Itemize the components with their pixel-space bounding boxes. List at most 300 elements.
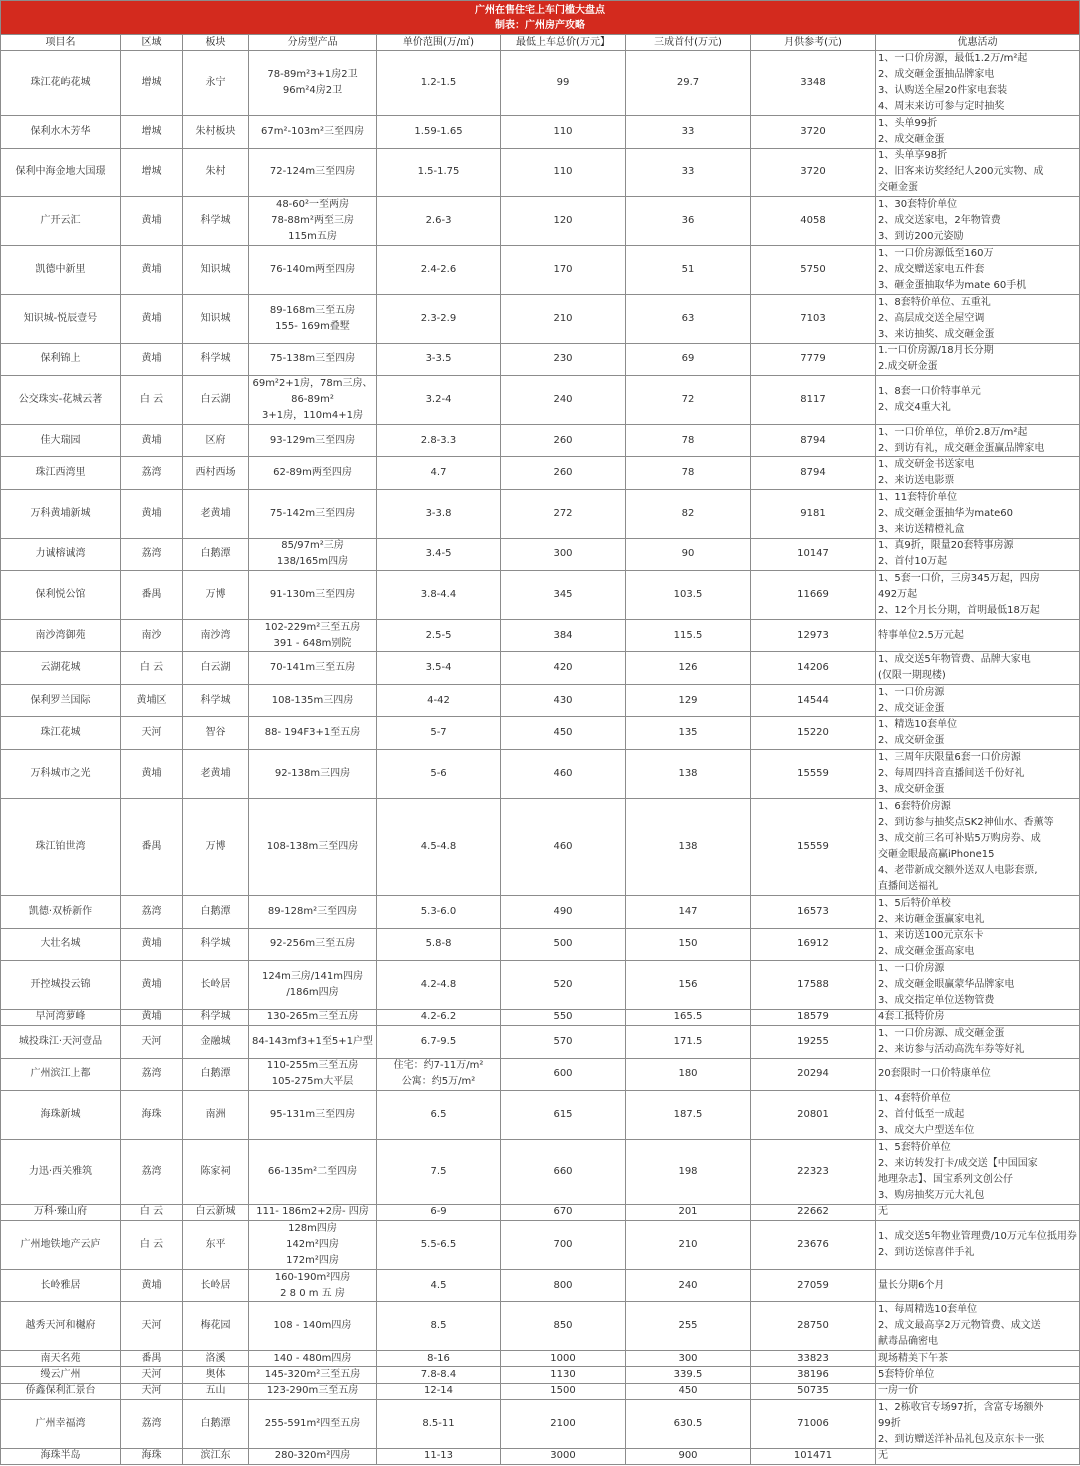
unit-types-text: 88- 194F3+1至五房 [264, 727, 361, 738]
min-total-price-text: 450 [553, 727, 573, 738]
unit-types-text: 48-60²一至两房 [275, 199, 350, 211]
promotion-text: 特事单位2.5万元起 [878, 629, 964, 641]
unit-price-text: 6.7-9.5 [420, 1035, 457, 1047]
project-name-cell [1, 1140, 121, 1204]
unit-types-cell [249, 1010, 377, 1025]
block-text: 永宁 [205, 77, 226, 88]
min-total-price-text: 570 [553, 1035, 573, 1047]
monthly-payment-text: 20294 [797, 1068, 829, 1080]
down-payment-cell [626, 116, 751, 148]
unit-types-text: 108-135m三四房 [271, 694, 354, 706]
min-total-price-cell [501, 652, 626, 684]
project-name-text: 力迅·西关雅筑 [28, 1165, 93, 1177]
down-payment-cell [626, 295, 751, 343]
monthly-payment-text: 23676 [797, 1238, 829, 1250]
promotion-text: 1、5套特价单位 [878, 1141, 951, 1153]
unit-types-text: 76-140m两至四房 [269, 263, 356, 275]
block-cell [183, 490, 249, 538]
table-row [1, 620, 1080, 653]
project-name-cell [1, 116, 121, 148]
min-total-price-text: 300 [553, 548, 573, 560]
monthly-payment-text: 5750 [800, 263, 826, 275]
unit-types-text: 255-591m²四至五房 [264, 1417, 361, 1429]
district-text: 增城 [141, 77, 162, 88]
min-total-price-text: 660 [553, 1165, 573, 1177]
table-row [1, 376, 1080, 425]
min-total-price-cell [501, 197, 626, 245]
unit-price-text: 3-3.8 [425, 507, 452, 519]
district-text: 黄埔 [141, 938, 162, 950]
project-name-text: 广州滨江上都 [30, 1068, 91, 1080]
block-cell [183, 376, 249, 424]
block-text: 长岭居 [200, 1279, 231, 1291]
block-cell [183, 799, 249, 896]
unit-types-cell [249, 1270, 377, 1302]
unit-price-cell [377, 717, 501, 749]
unit-types-cell [249, 1205, 377, 1220]
column-header-down-payment: 三成首付(万元) [626, 35, 751, 50]
down-payment-text: 900 [678, 1450, 698, 1462]
block-cell [183, 1270, 249, 1302]
district-cell [121, 1010, 183, 1025]
unit-types-cell [249, 116, 377, 148]
min-total-price-text: 420 [553, 662, 573, 673]
monthly-payment-text: 50735 [797, 1385, 829, 1397]
unit-price-cell [377, 149, 501, 197]
promotion-text: 1.一口价房源/18月长分期 [878, 345, 994, 357]
table-row [1, 1351, 1080, 1367]
unit-types-text: 72-124m三至四房 [269, 166, 356, 178]
monthly-payment-text: 8794 [800, 434, 826, 446]
promotion-text: 2、成交证金蛋 [878, 702, 945, 714]
min-total-price-cell [501, 717, 626, 749]
unit-price-text: 1.2-1.5 [420, 77, 457, 88]
promotion-text: (仅限一期现楼) [878, 670, 946, 681]
column-header-block: 板块 [183, 35, 249, 50]
down-payment-cell [626, 1270, 751, 1302]
block-cell [183, 717, 249, 749]
district-text: 白 云 [139, 1206, 164, 1218]
monthly-payment-text: 22323 [797, 1165, 829, 1177]
down-payment-cell [626, 246, 751, 294]
project-name-cell [1, 571, 121, 619]
monthly-payment-text: 4058 [800, 215, 826, 227]
project-name-text: 开控城投云锦 [30, 978, 91, 990]
unit-types-text: 75-142m三至四房 [269, 507, 356, 519]
unit-price-cell [377, 1205, 501, 1220]
block-text: 白鹅潭 [200, 905, 231, 917]
table-row [1, 1400, 1080, 1449]
monthly-payment-text: 14206 [797, 662, 829, 673]
unit-price-cell [377, 539, 501, 571]
unit-price-text: 1.5-1.75 [417, 166, 460, 178]
promotion-text: 1、30套特价单位 [878, 199, 958, 211]
unit-types-text: 89-168m三至五房 [269, 304, 356, 316]
min-total-price-cell [501, 1302, 626, 1350]
project-name-cell [1, 1351, 121, 1366]
district-text: 黄埔 [141, 767, 162, 779]
promotion-cell [876, 717, 1080, 749]
unit-types-text: /186m四房 [286, 986, 339, 998]
min-total-price-text: 430 [553, 694, 573, 706]
table-row [1, 539, 1080, 572]
project-name-text: 保利水木芳华 [30, 125, 91, 137]
min-total-price-cell [501, 344, 626, 376]
district-text: 荔湾 [141, 905, 162, 917]
promotion-text: 2、12个月长分期，首明最低18万起 [878, 604, 1040, 616]
monthly-payment-text: 3720 [800, 125, 826, 137]
table-row [1, 717, 1080, 750]
promotion-text: 1、8套特价单位、五重礼 [878, 296, 991, 308]
block-cell [183, 1091, 249, 1139]
unit-types-cell [249, 425, 377, 457]
down-payment-text: 187.5 [673, 1108, 703, 1120]
district-cell [121, 425, 183, 457]
promotion-text: 1、头单99折 [878, 117, 938, 129]
block-cell [183, 1367, 249, 1382]
monthly-payment-text: 16573 [797, 905, 829, 917]
promotion-text: 1、每周精选10套单位 [878, 1304, 978, 1316]
monthly-payment-cell [751, 961, 876, 1009]
down-payment-cell [626, 425, 751, 457]
unit-types-text: 89-128m²三至四房 [267, 905, 358, 917]
block-cell [183, 620, 249, 652]
down-payment-text: 150 [678, 938, 698, 950]
project-name-text: 万科城市之光 [30, 767, 91, 779]
min-total-price-cell [501, 750, 626, 798]
promotion-cell [876, 571, 1080, 619]
unit-price-text: 4.7 [430, 467, 447, 478]
block-cell [183, 1059, 249, 1091]
min-total-price-text: 460 [553, 767, 573, 779]
project-name-cell [1, 490, 121, 538]
project-name-text: 保利悦公馆 [35, 588, 86, 600]
min-total-price-text: 260 [553, 434, 573, 446]
unit-types-text: 280-320m²四房 [274, 1450, 351, 1462]
monthly-payment-cell [751, 1384, 876, 1399]
project-name-cell [1, 457, 121, 489]
district-cell [121, 116, 183, 148]
promotion-cell [876, 929, 1080, 961]
title-banner [1, 1, 1080, 35]
table-row [1, 425, 1080, 458]
monthly-payment-text: 19255 [797, 1035, 829, 1047]
column-header-promotion: 优惠活动 [876, 35, 1080, 50]
unit-types-text: 96m²4房2卫 [282, 85, 343, 96]
down-payment-text: 33 [681, 125, 695, 137]
unit-types-cell [249, 1091, 377, 1139]
promotion-cell [876, 1091, 1080, 1139]
project-name-cell [1, 717, 121, 749]
block-text: 金融城 [200, 1035, 231, 1047]
promotion-text: 地理杂志】、国宝系列文创公仔 [878, 1173, 1013, 1185]
promotion-text: 一房一价 [878, 1385, 918, 1397]
unit-price-cell [377, 750, 501, 798]
down-payment-text: 90 [681, 548, 695, 560]
block-text: 西村西场 [195, 467, 236, 478]
promotion-text: 1、11套特价单位 [878, 491, 958, 503]
block-text: 老黄埔 [200, 507, 231, 519]
min-total-price-text: 345 [553, 588, 573, 600]
min-total-price-text: 500 [553, 938, 573, 950]
down-payment-text: 210 [678, 1238, 698, 1250]
promotion-cell [876, 425, 1080, 457]
block-text: 白鹅潭 [200, 1068, 231, 1080]
table-row [1, 799, 1080, 897]
promotion-text: 2、成交砸金蛋抽品牌家电 [878, 69, 995, 80]
promotion-text: 2、成交砸金蛋高家电 [878, 946, 975, 958]
unit-types-text: 391 - 648m别院 [273, 637, 352, 649]
district-text: 番禺 [141, 1352, 162, 1364]
monthly-payment-text: 38196 [797, 1368, 829, 1380]
unit-types-cell [249, 620, 377, 652]
project-name-text: 城投珠江·天河壹品 [18, 1035, 103, 1047]
down-payment-text: 180 [678, 1068, 698, 1080]
project-name-cell [1, 896, 121, 928]
unit-price-text: 7.5 [430, 1165, 447, 1177]
down-payment-cell [626, 490, 751, 538]
project-name-cell [1, 1384, 121, 1399]
block-cell [183, 652, 249, 684]
block-text: 东平 [205, 1238, 226, 1250]
promotion-text: 1、一口价房源 [878, 962, 945, 974]
district-cell [121, 295, 183, 343]
block-cell [183, 197, 249, 245]
table-row [1, 51, 1080, 116]
monthly-payment-cell [751, 1270, 876, 1302]
promotion-text: 1、8套一口价特事单元 [878, 385, 981, 397]
project-name-text: 越秀天河和樾府 [25, 1320, 96, 1332]
project-name-cell [1, 1270, 121, 1302]
district-cell [121, 344, 183, 376]
project-name-cell [1, 344, 121, 376]
district-cell [121, 929, 183, 961]
down-payment-cell [626, 539, 751, 571]
promotion-text: 1、6套特价房源 [878, 800, 951, 812]
district-cell [121, 1302, 183, 1350]
min-total-price-cell [501, 571, 626, 619]
down-payment-text: 240 [678, 1279, 698, 1291]
min-total-price-text: 384 [553, 629, 573, 641]
promotion-text: 2、首付低至一成起 [878, 1108, 965, 1120]
promotion-text: 2、来访转发打卡/成交送【中国国家 [878, 1157, 1038, 1169]
table-row [1, 1205, 1080, 1221]
table-row [1, 457, 1080, 490]
unit-price-cell [377, 51, 501, 115]
project-name-cell [1, 149, 121, 197]
unit-types-text: 86-89m² [291, 393, 334, 405]
block-text: 陈家祠 [200, 1165, 231, 1177]
project-name-cell [1, 1010, 121, 1025]
district-text: 黄埔 [141, 312, 162, 324]
monthly-payment-text: 22662 [797, 1206, 829, 1218]
unit-types-cell [249, 652, 377, 684]
monthly-payment-cell [751, 457, 876, 489]
unit-types-cell [249, 961, 377, 1009]
unit-price-cell [377, 620, 501, 652]
table-row [1, 1059, 1080, 1092]
monthly-payment-cell [751, 799, 876, 896]
block-cell [183, 1351, 249, 1366]
unit-types-cell [249, 1059, 377, 1091]
monthly-payment-text: 20801 [797, 1108, 829, 1120]
unit-price-cell [377, 376, 501, 424]
district-text: 天河 [141, 727, 162, 738]
unit-price-cell [377, 652, 501, 684]
district-cell [121, 961, 183, 1009]
unit-types-text: 75-138m三至四房 [269, 353, 356, 365]
unit-price-cell [377, 961, 501, 1009]
unit-price-cell [377, 896, 501, 928]
min-total-price-text: 850 [553, 1320, 573, 1332]
unit-types-text: 91-130m三至四房 [269, 588, 356, 600]
min-total-price-cell [501, 929, 626, 961]
block-text: 五山 [205, 1385, 226, 1397]
column-header-unit-price: 单价范围(万/㎡) [377, 35, 501, 50]
block-cell [183, 929, 249, 961]
unit-types-cell [249, 1351, 377, 1366]
monthly-payment-cell [751, 685, 876, 717]
unit-price-text: 6-9 [430, 1206, 447, 1218]
monthly-payment-text: 71006 [797, 1417, 829, 1429]
project-name-text: 珠江花城 [40, 727, 81, 738]
promotion-cell [876, 1059, 1080, 1091]
down-payment-cell [626, 717, 751, 749]
min-total-price-text: 170 [553, 263, 573, 275]
table-row [1, 246, 1080, 295]
monthly-payment-text: 7103 [800, 312, 826, 324]
district-cell [121, 457, 183, 489]
promotion-text: 现场精美下午茶 [878, 1352, 948, 1364]
unit-types-text: 172m²四房 [286, 1254, 339, 1266]
block-cell [183, 425, 249, 457]
table-row [1, 1270, 1080, 1303]
promotion-text: 直播间送福礼 [878, 880, 938, 892]
down-payment-cell [626, 51, 751, 115]
unit-price-cell [377, 116, 501, 148]
table-row [1, 149, 1080, 198]
table-row [1, 1367, 1080, 1383]
down-payment-cell [626, 376, 751, 424]
project-name-cell [1, 685, 121, 717]
district-text: 黄埔 [141, 434, 162, 446]
unit-types-text: 84-143mf3+1至5+1户型 [252, 1035, 373, 1047]
block-text: 朱村板块 [195, 125, 236, 137]
promotion-cell [876, 1270, 1080, 1302]
promotion-text: 4、周末来访可参与定时抽奖 [878, 101, 1005, 112]
promotion-cell [876, 376, 1080, 424]
district-text: 荔湾 [141, 548, 162, 560]
down-payment-cell [626, 1384, 751, 1399]
unit-types-cell [249, 896, 377, 928]
block-text: 南洲 [205, 1108, 226, 1120]
down-payment-cell [626, 457, 751, 489]
table-row [1, 1384, 1080, 1400]
unit-types-text: 142m²四房 [286, 1238, 339, 1250]
min-total-price-cell [501, 896, 626, 928]
promotion-cell [876, 799, 1080, 896]
district-text: 白 云 [139, 393, 164, 405]
project-name-text: 侨鑫保利汇景台 [25, 1385, 96, 1397]
unit-price-text: 8-16 [427, 1352, 450, 1364]
down-payment-cell [626, 929, 751, 961]
min-total-price-text: 1000 [550, 1352, 576, 1364]
monthly-payment-cell [751, 51, 876, 115]
table-row [1, 1221, 1080, 1270]
district-cell [121, 1270, 183, 1302]
project-name-cell [1, 376, 121, 424]
promotion-text: 1、一口价房源、成交砸金蛋 [878, 1027, 1005, 1039]
table-row [1, 1449, 1080, 1465]
min-total-price-cell [501, 961, 626, 1009]
down-payment-text: 630.5 [673, 1417, 703, 1429]
unit-types-cell [249, 685, 377, 717]
promotion-text: 2、成交研金蛋 [878, 735, 945, 746]
district-text: 荔湾 [141, 1417, 162, 1429]
table-row [1, 652, 1080, 685]
down-payment-cell [626, 961, 751, 1009]
promotion-cell [876, 1221, 1080, 1269]
down-payment-text: 450 [678, 1385, 698, 1397]
min-total-price-text: 260 [553, 467, 573, 478]
promotion-text: 量长分期6个月 [878, 1279, 945, 1291]
promotion-text: 4、老带新成交额外送双人电影套票, [878, 864, 1038, 876]
monthly-payment-text: 33823 [797, 1352, 829, 1364]
promotion-cell [876, 295, 1080, 343]
block-cell [183, 750, 249, 798]
project-name-cell [1, 51, 121, 115]
block-text: 知识城 [200, 312, 231, 324]
min-total-price-cell [501, 1010, 626, 1025]
block-text: 科学城 [200, 353, 231, 365]
unit-price-text: 3.4-5 [425, 548, 452, 560]
district-text: 天河 [141, 1320, 162, 1332]
unit-types-cell [249, 1400, 377, 1448]
project-name-cell [1, 1205, 121, 1220]
promotion-text: 4套工抵特价房 [878, 1011, 945, 1023]
unit-price-text: 3.2-4 [425, 393, 452, 405]
table-row [1, 896, 1080, 929]
block-text: 朱村 [205, 166, 226, 178]
promotion-cell [876, 490, 1080, 538]
monthly-payment-cell [751, 1221, 876, 1269]
promotion-text: 3、成交研金蛋 [878, 783, 945, 795]
block-text: 科学城 [200, 1011, 231, 1023]
project-name-cell [1, 539, 121, 571]
unit-types-text: 93-129m三至四房 [269, 434, 356, 446]
district-cell [121, 1449, 183, 1464]
block-cell [183, 246, 249, 294]
block-cell [183, 1449, 249, 1464]
monthly-payment-text: 11669 [797, 588, 829, 600]
district-cell [121, 750, 183, 798]
promotion-cell [876, 344, 1080, 376]
project-name-text: 珠江铂世湾 [35, 840, 86, 852]
block-text: 科学城 [200, 694, 231, 706]
block-text: 科学城 [200, 938, 231, 950]
block-cell [183, 685, 249, 717]
column-header-row [1, 35, 1080, 51]
promotion-text: 1、一口价房源，最低1.2万/m²起 [878, 53, 1028, 64]
district-text: 荔湾 [141, 1165, 162, 1177]
down-payment-text: 138 [678, 840, 698, 852]
unit-types-text: 130-265m三至五房 [266, 1011, 359, 1023]
table-row [1, 571, 1080, 620]
monthly-payment-text: 8794 [800, 467, 826, 478]
promotion-text: 99折 [878, 1417, 901, 1429]
column-header-min-total-price: 最低上车总价(万元】 [501, 35, 626, 50]
down-payment-cell [626, 896, 751, 928]
